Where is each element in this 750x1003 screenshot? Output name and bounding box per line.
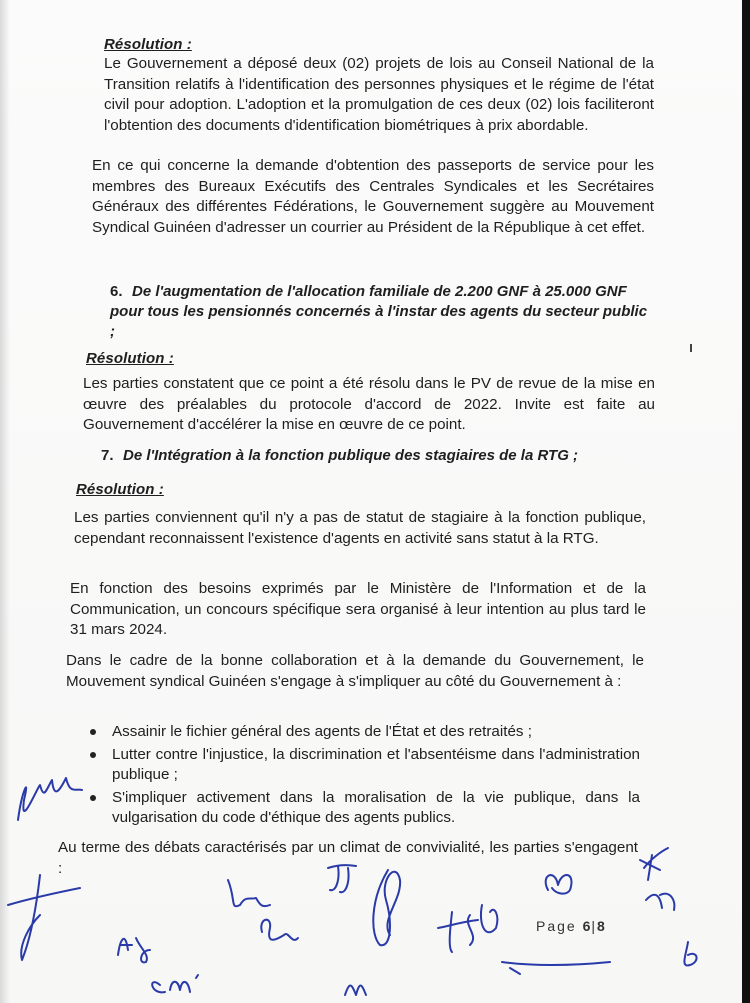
page-total: 8 [597, 918, 606, 934]
paragraph-identification-laws: Le Gouvernement a déposé deux (02) projets de lois au Conseil National de la Transition relatifs à l'identification des personnes physiques et le régime de l'état civil pour adoption. L'adoption et la promulgation de ces deux (02) lois faciliteront l'obtention des documents d'identification biométriques à prix abordable. [104, 55, 654, 134]
signature-bottom-stroke [502, 962, 610, 974]
signature-ab [118, 938, 150, 962]
signature-bb [546, 875, 572, 894]
signature-loop-1 [228, 880, 270, 906]
paragraph-closing: Au terme des débats caractérisés par un climat de convivialité, les parties s'engagent : [58, 839, 638, 877]
signature-m-bottom [345, 986, 366, 995]
paragraph-pv-review: Les parties constatent que ce point a été résolu dans le PV de revue de la mise en œuvre des préalables du protocole d'accord de 2022. Invite est faite au Gouvernement d'accélérer la mise en œuvre de ce point. [83, 375, 655, 433]
signature-jj [328, 865, 356, 892]
resolution-heading-3: Résolution : [76, 481, 164, 498]
list-item-text: S'impliquer activement dans la moralisation de la vie publique, dans la vulgarisation du code d'éthique des agents publics. [112, 789, 640, 826]
item-7-text: De l'Intégration à la fonction publique des stagiaires de la RTG ; [123, 447, 579, 464]
signature-right-d [684, 942, 696, 965]
paragraph-rtg-interns: Les parties conviennent qu'il n'y a pas de statut de stagiaire à la fonction publique, cependant reconnaissent l'existence d'agents en activité sans statut à la RTG. [74, 509, 646, 547]
signature-center-right [438, 905, 497, 952]
paragraph-service-passports: En ce qui concerne la demande d'obtention des passeports de service pour les membres des Bureaux Exécutifs des Centrales Syndicales et les Secrétaires Généraux des différentes Fédérations, le Gouvernement suggère au Mouvement Syndical Guinéen d'adresser un courrier au Président de la République à cet effet. [92, 157, 654, 236]
item-6-text: De l'augmentation de l'allocation familiale de 2.200 GNF à 25.000 GNF pour tous les pensionnés concernés à l'instar des agents du secteur public ; [110, 283, 648, 340]
page-label: Page [536, 918, 577, 934]
resolution-heading-1: Résolution : [104, 36, 192, 53]
list-item-text: Assainir le fichier général des agents de l'État et des retraités ; [112, 723, 532, 740]
resolution-heading-2: Résolution : [86, 350, 174, 367]
signature-long-loop [373, 870, 400, 945]
item-6-number: 6. [110, 283, 123, 300]
page-current: 6 [582, 918, 592, 934]
signature-cm [152, 975, 198, 992]
list-item-text: Lutter contre l'injustice, la discrimination et l'absentéisme dans l'administration publique ; [112, 746, 640, 783]
signature-left-margin [18, 778, 82, 820]
signature-sm [261, 920, 298, 940]
paragraph-specific-competition: En fonction des besoins exprimés par le Ministère de l'Information et de la Communication, un concours spécifique sera organisé à leur intention au plus tard le 31 mars 2024. [70, 580, 646, 638]
signature-right-a [640, 848, 668, 880]
signature-left-bottom [8, 875, 80, 960]
paragraph-union-commitment: Dans le cadre de la bonne collaboration et à la demande du Gouvernement, le Mouvement syndical Guinéen s'engage à s'impliquer au côté du Gouvernement à : [66, 652, 644, 690]
page-separator: | [591, 918, 598, 934]
item-7-number: 7. [101, 447, 114, 464]
signature-right-n [646, 894, 674, 910]
